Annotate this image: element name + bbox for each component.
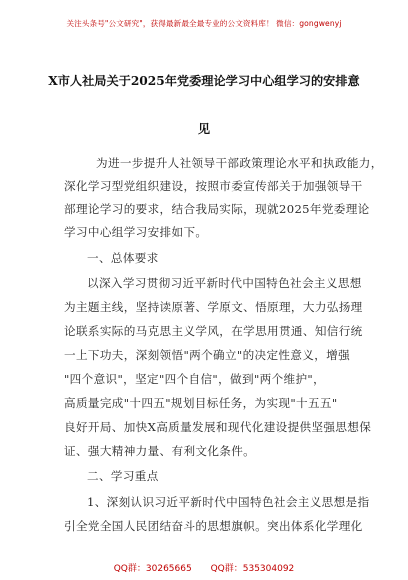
footer-qq-group-2: QQ群：535304092	[210, 564, 295, 574]
body-line: 深化学习型党组织建设，按照市委宣传部关于加强领导干	[64, 179, 363, 193]
body-line: 一上下功夫，深刻领悟"两个确立"的决定性意义，增强	[64, 348, 351, 362]
footer-qq-group-1: QQ群：30265665	[113, 564, 192, 574]
document-title-line-2: 见	[197, 122, 211, 136]
body-line: 良好开局、加快X高质量发展和现代化建设提供坚强思想保	[64, 420, 372, 434]
body-line: 引全党全国人民团结奋斗的思想旗帜。突出体系化学理化	[64, 519, 363, 533]
body-line: 为主题主线，坚持读原著、学原文、悟原理，大力弘扬理	[64, 300, 363, 314]
footer-contacts	[0, 561, 408, 574]
body-line: "四个意识"，坚定"四个自信"，做到"两个维护"，	[64, 372, 326, 386]
header-notice: 关注头条号"公文研究"，获得最新最全最专业的公文资料库！ 微信：gongwenyj	[66, 19, 342, 28]
body-line: 论联系实际的马克思主义学风，在学思用贯通、知信行统	[64, 324, 363, 338]
body-line: 学习中心组学习安排如下。	[64, 225, 208, 239]
body-line: 高质量完成"十四五"规划目标任务，为实现"十五五"	[64, 396, 338, 410]
section-heading: 一、总体要求	[87, 251, 159, 265]
document-title-line-1: X市人社局关于2025年党委理论学习中心组学习的安排意	[48, 74, 360, 88]
section-heading: 二、学习重点	[87, 469, 159, 483]
body-line: 以深入学习贯彻习近平新时代中国特色社会主义思想	[87, 276, 362, 290]
body-line: 为进一步提升人社领导干部政策理论水平和执政能力，	[96, 156, 383, 170]
body-line: 证、强大精神力量、有利文化条件。	[64, 444, 256, 458]
body-line: 部理论学习的要求，结合我局实际，现就2025年党委理论	[64, 202, 370, 216]
body-line: 1、深刻认识习近平新时代中国特色社会主义思想是指	[87, 495, 370, 509]
